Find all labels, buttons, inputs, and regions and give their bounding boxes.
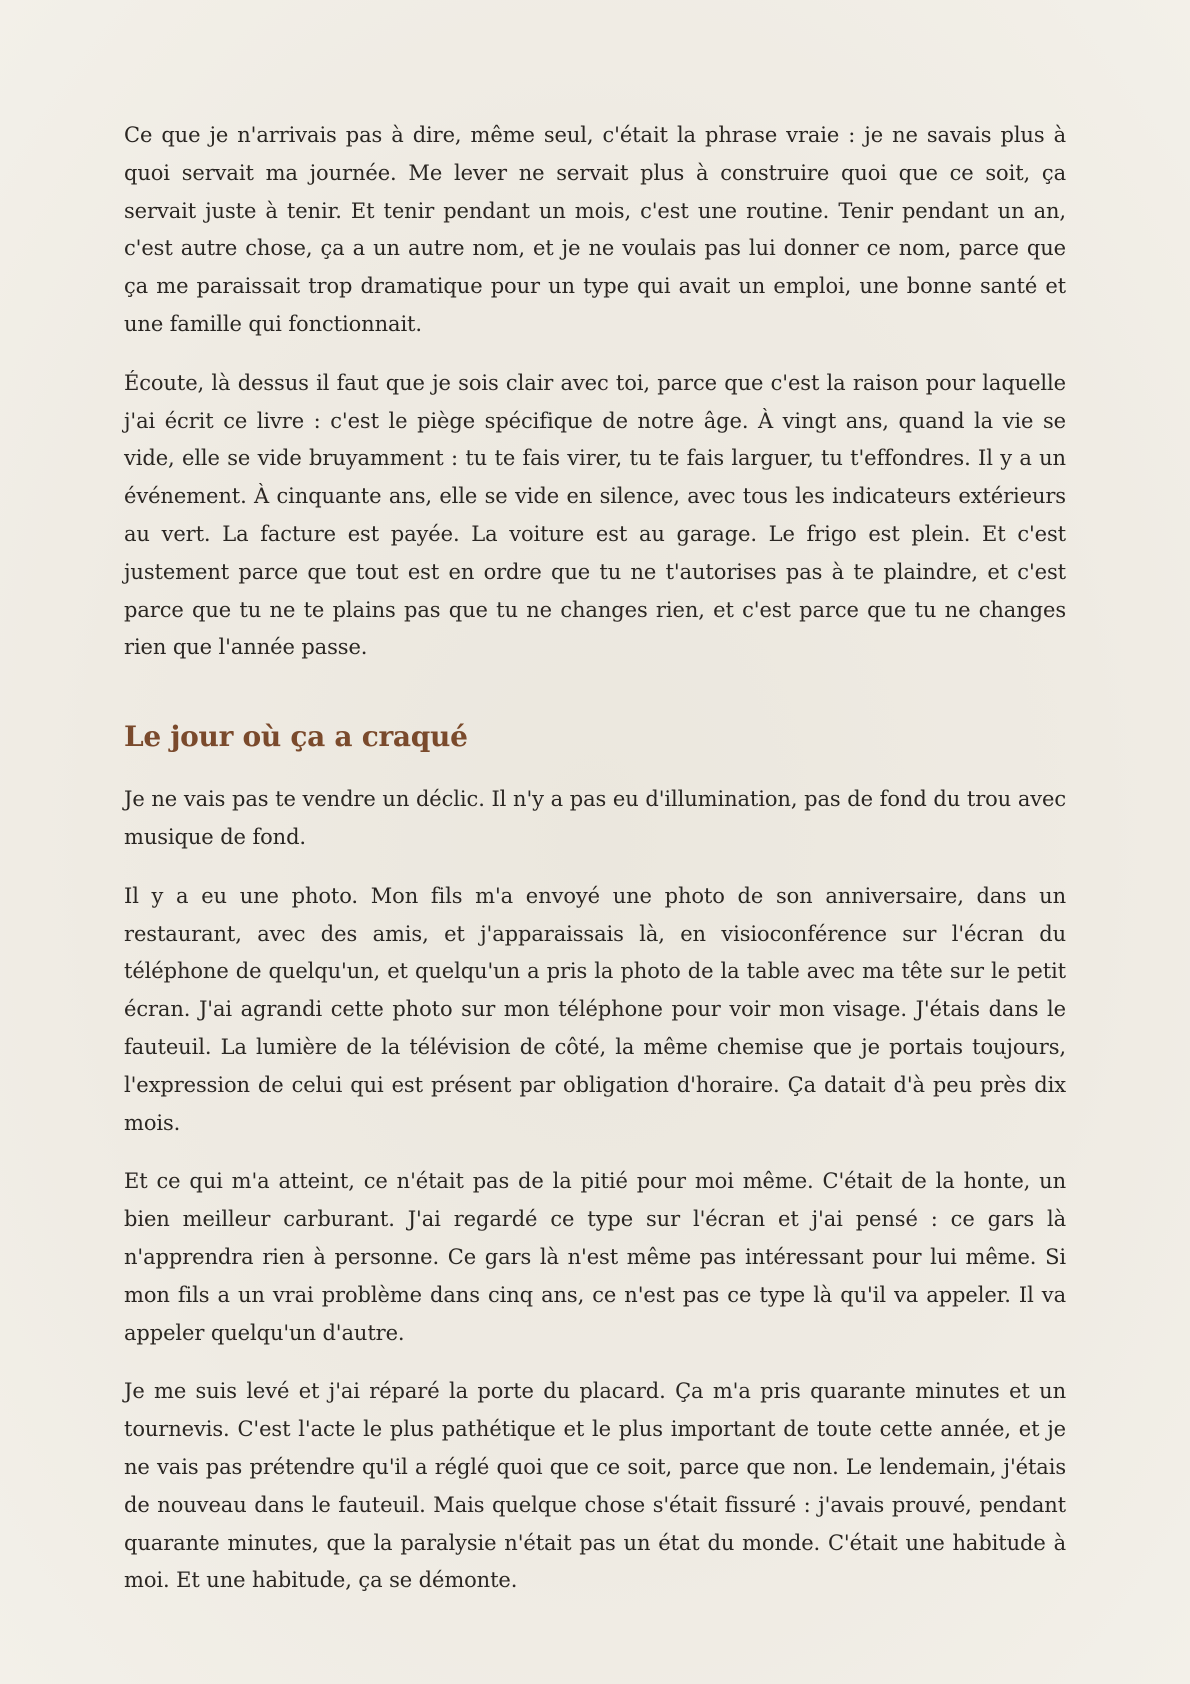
paragraph: Écoute, là dessus il faut que je sois clair avec toi, parce que c'est la raison pour laquelle j'ai écrit ce livre : c'est le piège spécifique de notre âge. À vingt ans, quand la vie se vide, elle se vide bruyamment : tu te fais virer, tu te fais larguer, tu t'effondres. Il y a un événement. À cinquante ans, elle se vide en silence, avec tous les indicateurs extérieurs au vert. La facture est payée. La voiture est au garage. Le frigo est plein. Et c'est justement parce que tout est en ordre que tu ne t'autorises pas à te plaindre, et c'est parce que tu ne te plains pas que tu ne changes rien, et c'est parce que tu ne changes rien que l'année passe. bbox=[124, 370, 1066, 660]
section-text bbox=[124, 781, 1066, 1600]
paragraph: Et ce qui m'a atteint, ce n'était pas de la pitié pour moi même. C'était de la honte, un bien meilleur carburant. J'ai regardé ce type sur l'écran et j'ai pensé : ce gars là n'apprendra rien à personne. Ce gars là n'est même pas intéressant pour lui même. Si mon fils a un vrai problème dans cinq ans, ce n'est pas ce type là qu'il va appeler. Il va appeler quelqu'un d'autre. bbox=[124, 1169, 1066, 1345]
paragraph: Il y a eu une photo. Mon fils m'a envoyé une photo de son anniversaire, dans un restaurant, avec des amis, et j'apparaissais là, en visioconférence sur l'écran du téléphone de quelqu'un, et quelqu'un a pris la photo de la table avec ma tête sur le petit écran. J'ai agrandi cette photo sur mon téléphone pour voir mon visage. J'étais dans le fauteuil. La lumière de la télévision de côté, la même chemise que je portais toujours, l'expression de celui qui est présent par obligation d'horaire. Ça datait d'à peu près dix mois. bbox=[124, 883, 1066, 1135]
section-heading: Le jour où ça a craqué bbox=[124, 720, 468, 754]
paragraph: Je ne vais pas te vendre un déclic. Il n'y a pas eu d'illumination, pas de fond du trou avec musique de fond. bbox=[124, 787, 1066, 849]
intro-text bbox=[124, 117, 1066, 667]
paragraph: Je me suis levé et j'ai réparé la porte du placard. Ça m'a pris quarante minutes et un tournevis. C'est l'acte le plus pathétique et le plus important de toute cette année, et je ne vais pas prétendre qu'il a réglé quoi que ce soit, parce que non. Le lendemain, j'étais de nouveau dans le fauteuil. Mais quelque chose s'était fissuré : j'avais prouvé, pendant quarante minutes, que la paralysie n'était pas un état du monde. C'était une habitude à moi. Et une habitude, ça se démonte. bbox=[124, 1379, 1066, 1593]
paragraph: Ce que je n'arrivais pas à dire, même seul, c'était la phrase vraie : je ne savais plus à quoi servait ma journée. Me lever ne servait plus à construire quoi que ce soit, ça servait juste à tenir. Et tenir pendant un mois, c'est une routine. Tenir pendant un an, c'est autre chose, ça a un autre nom, et je ne voulais pas lui donner ce nom, parce que ça me paraissait trop dramatique pour un type qui avait un emploi, une bonne santé et une famille qui fonctionnait. bbox=[124, 123, 1066, 336]
